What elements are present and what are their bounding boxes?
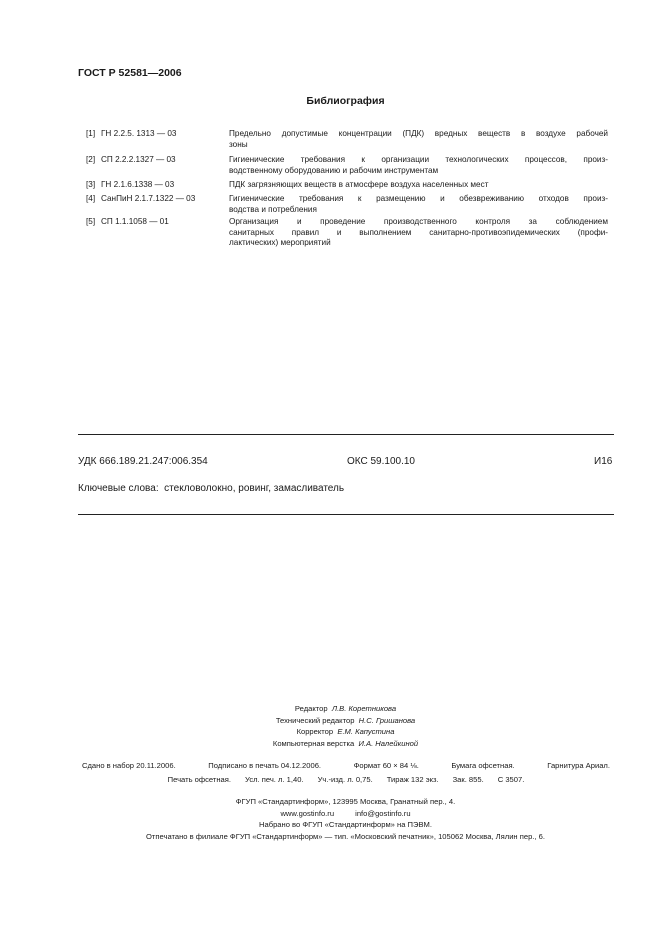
entry-number: [5]: [86, 217, 96, 226]
bottom-divider: [78, 514, 614, 515]
publisher-line: ФГУП «Стандартинформ», 123995 Москва, Гранатный пер., 4.: [235, 797, 456, 806]
imprint-item: Печать офсетная.: [167, 775, 231, 784]
entry-description-line: водства и потребления: [229, 204, 317, 214]
keywords-line: [78, 483, 344, 494]
credit-role: Редактор: [294, 704, 328, 713]
entry-description-line: Организация и проведение производственного контроля за соблюдением: [229, 217, 608, 226]
entry-number: [1]: [86, 129, 96, 138]
credit-line: [0, 716, 661, 725]
imprint-row-1: [82, 761, 610, 770]
entry-description-line: санитарных правил и выполнением санитарно-противоэпидемических (профи-: [229, 227, 608, 237]
bibliography-title: Библиография: [306, 95, 385, 107]
entry-description-line: ПДК загрязняющих веществ в атмосфере воздуха населенных мест: [229, 180, 489, 189]
publisher-line: Отпечатано в филиале ФГУП «Стандартинформ» — тип. «Московский печатник», 105062 Москва, Лялин пер., 6.: [146, 831, 545, 841]
credit-role: Компьютерная верстка: [272, 738, 355, 748]
entry-description: [229, 155, 608, 176]
entry-description: [229, 180, 608, 191]
keywords-label: Ключевые слова:: [78, 483, 159, 494]
entry-description: [229, 129, 608, 150]
imprint-row-2: [82, 775, 610, 784]
publisher-line: Набрано во ФГУП «Стандартинформ» на ПЭВМ.: [259, 820, 432, 829]
entry-description-line: Предельно допустимые концентрации (ПДК) вредных веществ в воздухе рабочей: [229, 129, 608, 138]
entry-description-line: водственному оборудованию и рабочим инструментам: [229, 165, 439, 175]
entry-description-line: Гигиенические требования к размещению и обезвреживанию отходов произ-: [229, 194, 608, 203]
entry-description-line: зоны: [229, 139, 248, 149]
credit-role: Корректор: [296, 727, 334, 736]
credit-name: И.А. Налейкиной: [358, 738, 419, 748]
imprint-item: Усл. печ. л. 1,40.: [245, 775, 304, 784]
imprint-item: Зак. 855.: [452, 775, 484, 784]
imprint-item: С 3507.: [497, 775, 525, 784]
imprint-item: Тираж 132 экз.: [386, 775, 439, 784]
imprint-item: Гарнитура Ариал.: [547, 761, 610, 770]
imprint-item: Сдано в набор 20.11.2006.: [82, 761, 176, 770]
entry-code: СП 1.1.1058 — 01: [101, 217, 169, 226]
entry-code: ГН 2.2.5. 1313 — 03: [101, 129, 177, 138]
credit-line: [0, 727, 661, 736]
imprint-block: [82, 761, 610, 784]
publisher-line: www.gostinfo.ru info@gostinfo.ru: [280, 808, 411, 818]
credit-role: Технический редактор: [275, 715, 355, 725]
credit-name: Е.М. Капустина: [337, 727, 395, 736]
entry-number: [4]: [86, 194, 96, 203]
credit-line: [0, 739, 661, 748]
credit-name: Н.С. Гришанова: [358, 715, 416, 725]
entry-code: СП 2.2.2.1327 — 03: [101, 155, 176, 164]
entry-code: ГН 2.1.6.1338 — 03: [101, 180, 175, 189]
imprint-item: Подписано в печать 04.12.2006.: [208, 761, 322, 770]
entry-number: [2]: [86, 155, 96, 164]
entry-description: [229, 217, 608, 249]
top-divider: [78, 434, 614, 435]
entry-description-line: лактических) мероприятий: [229, 238, 331, 247]
keywords-value: стекловолокно, ровинг, замасливатель: [164, 483, 345, 494]
oks-code: ОКС 59.100.10: [347, 456, 415, 467]
entry-description-line: Гигиенические требования к организации технологических процессов, произ-: [229, 155, 608, 164]
classification-code: И16: [594, 456, 613, 467]
udk-code: УДК 666.189.21.247:006.354: [78, 456, 208, 467]
credit-line: [0, 704, 661, 713]
imprint-item: Уч.-изд. л. 0,75.: [317, 775, 373, 784]
credit-name: Л.В. Коретникова: [331, 704, 397, 713]
entry-description: [229, 194, 608, 215]
imprint-item: Бумага офсетная.: [451, 761, 515, 770]
entry-number: [3]: [86, 180, 96, 189]
entry-code: СанПиН 2.1.7.1322 — 03: [101, 194, 196, 203]
document-code: ГОСТ Р 52581—2006: [78, 67, 182, 79]
imprint-item: Формат 60 × 84 ⅛.: [353, 761, 419, 770]
